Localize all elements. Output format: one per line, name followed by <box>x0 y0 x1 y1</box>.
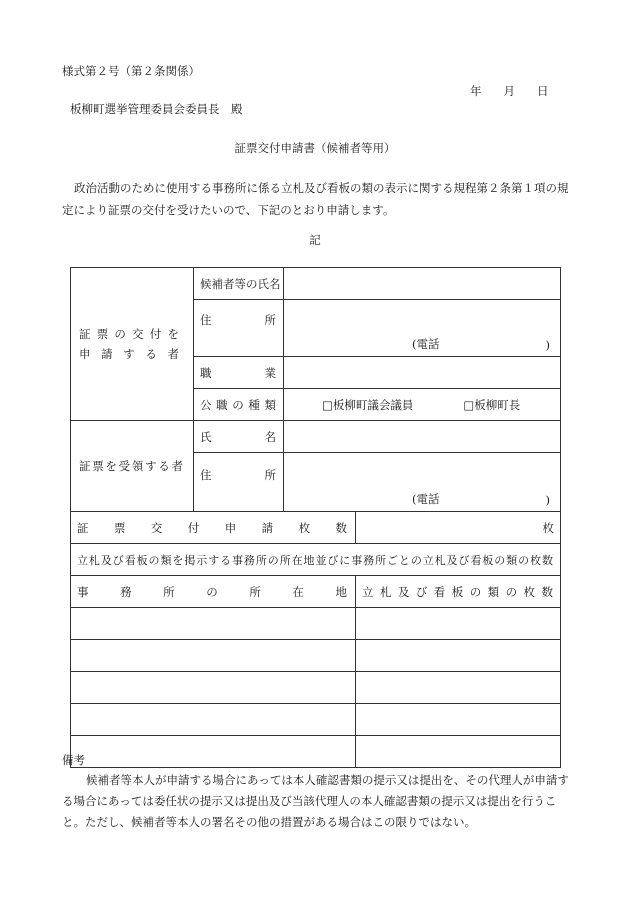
recipient-address-field[interactable] <box>284 453 561 512</box>
location-entry-cell[interactable] <box>71 672 356 704</box>
recipient-address-label: 住所 <box>200 468 276 482</box>
intro-paragraph: 政治活動のために使用する事務所に係る立札及び看板の類の表示に関する規程第２条第１項の規定により証票の交付を受けたいので、下記のとおり申請します。 <box>62 181 569 217</box>
location-heading: 立札及び看板の類を掲示する事務所の所在地並びに事務所ごとの立札及び看板の類の枚数 <box>77 553 553 567</box>
count-entry-cell[interactable] <box>356 704 561 736</box>
count-entry-cell[interactable] <box>356 672 561 704</box>
location-entry-cell[interactable] <box>71 640 356 672</box>
notes-heading: 備考 <box>62 753 85 767</box>
date-line <box>470 83 549 99</box>
occupation-label-cell <box>194 357 284 389</box>
office-type-label: 公職の種類 <box>200 397 276 412</box>
location-heading-cell <box>71 544 561 576</box>
count-entry-cell[interactable] <box>356 608 561 640</box>
application-form-table <box>70 267 561 768</box>
applicant-address-field[interactable] <box>284 300 561 357</box>
recipient-name-label: 氏名 <box>200 429 276 444</box>
form-number: 様式第２号（第２条関係） <box>62 64 200 78</box>
count-entry-cell[interactable] <box>356 736 561 768</box>
recipient-address-label-cell <box>194 453 284 512</box>
checkbox-mayor[interactable]: □板柳町長 <box>463 397 521 412</box>
notes-text: 候補者等本人が申請する場合にあっては本人確認書類の提示又は提出を、その代理人が申請する場合にあっては委任状の提示又は提出及び当該代理人の本人確認書類の提示又は提出を行うこと。ただし、候補者等本人の署名その他の措置がある場合はこの限りではない。 <box>62 773 569 829</box>
document-title: 証票交付申請書（候補者等用） <box>234 141 396 155</box>
recipient-phone-open: (電話 <box>412 492 440 506</box>
recipient-name-field[interactable] <box>284 421 561 453</box>
count-field[interactable] <box>356 512 561 544</box>
date-month: 月 <box>503 84 515 98</box>
col-location-header: 事務所の所在地 <box>77 584 347 599</box>
applicant-phone-open: (電話 <box>412 337 440 351</box>
date-day: 日 <box>537 84 549 98</box>
count-entry-cell[interactable] <box>356 640 561 672</box>
occupation-field[interactable] <box>284 357 561 389</box>
applicant-label-cell <box>71 268 194 421</box>
recipient-phone-close: ) <box>545 493 550 507</box>
location-entry-cell[interactable] <box>71 736 356 768</box>
ki-marker: 記 <box>309 233 321 247</box>
applicant-address-label-cell <box>194 300 284 357</box>
col-count-header: 立札及び看板の類の枚数 <box>362 584 553 599</box>
applicant-phone-close: ) <box>545 338 550 352</box>
col-count-header-cell <box>356 576 561 608</box>
applicant-label: 証票の交付を申請する者 <box>79 327 183 361</box>
count-label-cell <box>71 512 356 544</box>
date-year: 年 <box>470 84 482 98</box>
checkbox-town-council[interactable]: □板柳町議会議員 <box>322 397 414 412</box>
count-unit: 枚 <box>542 520 554 535</box>
candidate-name-field[interactable] <box>284 268 561 300</box>
location-entry-cell[interactable] <box>71 608 356 640</box>
office-type-label-cell <box>194 389 284 421</box>
candidate-name-label: 候補者等の氏名 <box>194 268 284 300</box>
recipient-name-label-cell <box>194 421 284 453</box>
applicant-address-label: 住所 <box>200 313 276 327</box>
office-type-options <box>284 389 561 421</box>
location-entry-cell[interactable] <box>71 704 356 736</box>
col-location-header-cell <box>71 576 356 608</box>
recipient-label: 証票を受領する者 <box>79 459 183 473</box>
count-label: 証票交付申請枚数 <box>77 520 347 535</box>
occupation-label: 職業 <box>200 365 276 380</box>
addressee: 板柳町選挙管理委員会委員長 殿 <box>70 102 243 116</box>
recipient-label-cell <box>71 421 194 512</box>
